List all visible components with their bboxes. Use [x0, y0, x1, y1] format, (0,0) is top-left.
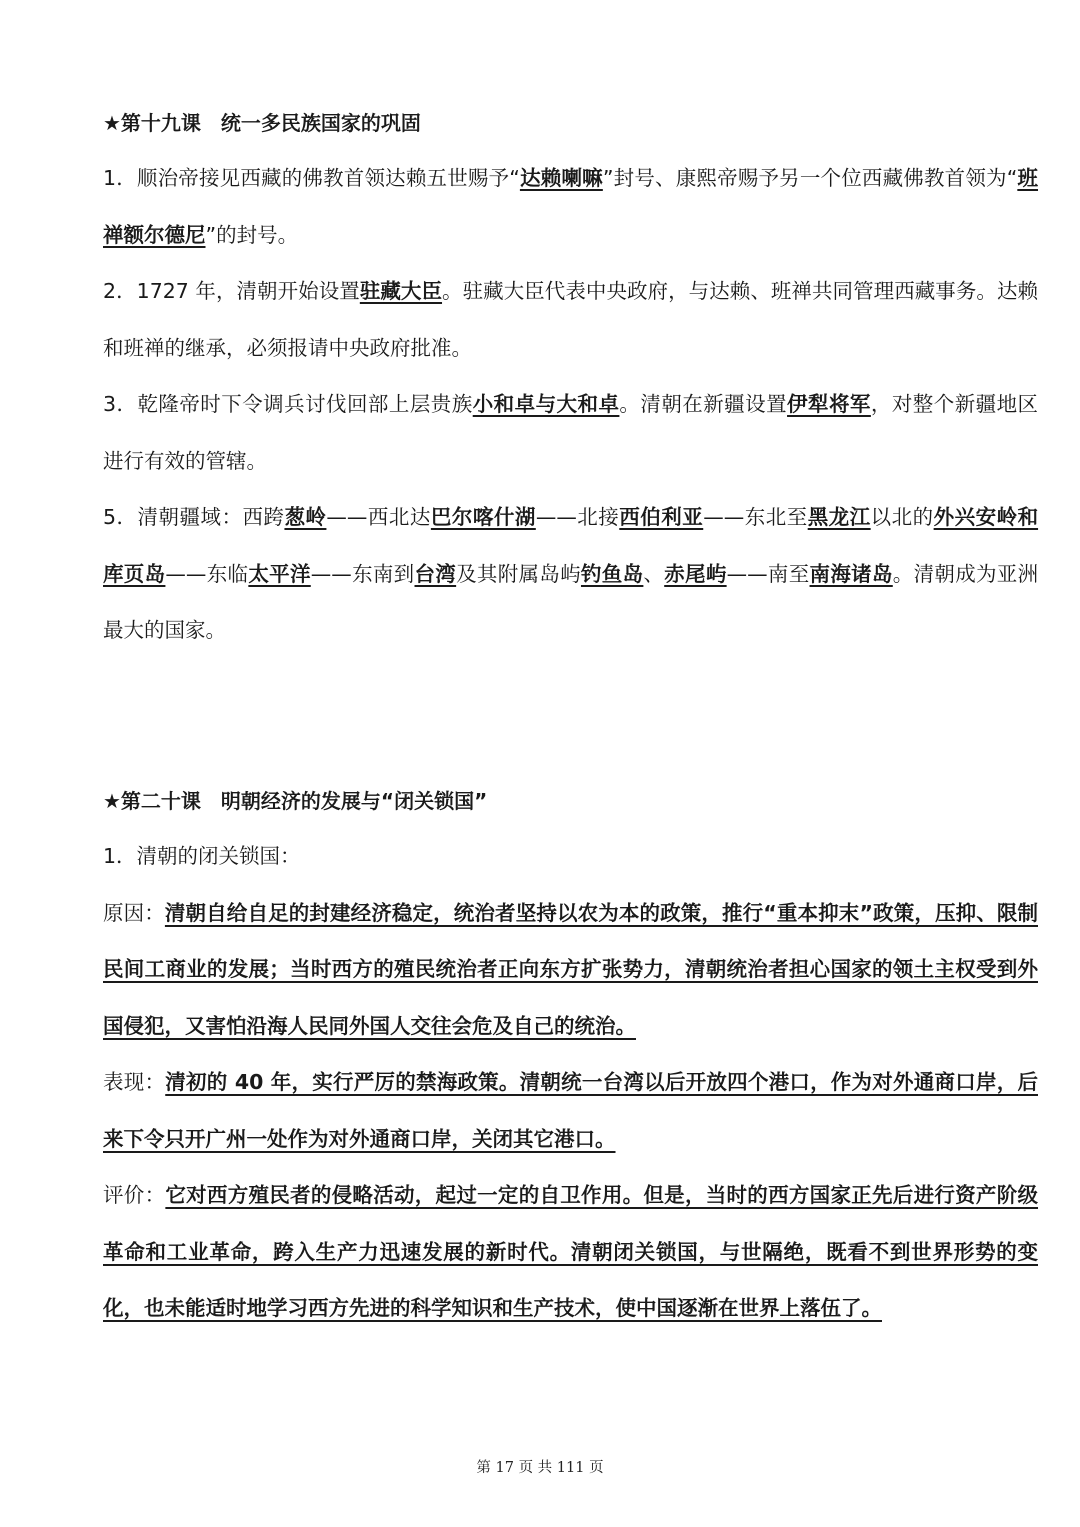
text-run: ，对整个新疆地区进行有效的管辖。	[103, 392, 1039, 473]
key-term: 巴尔喀什湖	[430, 505, 536, 529]
page-number-footer: 第 17 页 共 111 页	[476, 1460, 604, 1476]
key-term: 黑龙江	[807, 505, 871, 529]
manifestation-label: 表现：	[103, 1070, 166, 1094]
lesson-20-point-1: 1．清朝的闭关锁国：	[103, 844, 301, 868]
lesson-19-point-5	[103, 489, 1038, 659]
lesson-19-point-2	[103, 263, 1038, 376]
key-term: 外兴安岭和库页岛	[103, 505, 1039, 586]
text-run: 。驻藏大臣代表中央政府，与达赖、班禅共同管理西藏事务。达赖和班禅的继承，必须报请中央政府批准。	[103, 279, 1039, 360]
lesson-19-title: ★第十九课 统一多民族国家的巩固	[103, 111, 421, 135]
key-term: 赤尾屿	[664, 561, 727, 586]
text-run: ——东北至	[703, 505, 808, 529]
evaluation-label: 评价：	[103, 1183, 166, 1207]
cause-label: 原因：	[103, 900, 165, 925]
key-term: 西伯利亚	[619, 505, 704, 529]
evaluation-text: 它对西方殖民者的侵略活动，起过一定的自卫作用。但是，当时的西方国家正先后进行资产阶级革命和工业革命，跨入生产力迅速发展的新时代。清朝闭关锁国，与世隔绝，既看不到世界形势的变化，也未能适时地学习西方先进的科学知识和生产技术，使中国逐渐在世界上落伍了。	[103, 1183, 1039, 1320]
key-term: 台湾	[414, 561, 457, 586]
text-run: ——东临	[165, 561, 249, 586]
text-run: ——北接	[535, 505, 620, 529]
lesson-20-section	[103, 782, 1038, 1337]
lesson-20-title: ★第二十课 明朝经济的发展与“闭关锁国”	[103, 789, 488, 813]
lesson-19-point-1	[103, 150, 1038, 263]
text-run: ”封号、康熙帝赐予另一个位西藏佛教首领为“	[602, 166, 1018, 190]
text-run: ——南至	[726, 561, 810, 586]
text-run: ——西北达	[326, 505, 431, 529]
key-term: 葱岭	[284, 505, 327, 529]
text-run: 以北的	[870, 505, 934, 529]
key-term: 伊犁将军	[787, 392, 871, 416]
text-run: ——东南到	[310, 561, 415, 586]
lesson-19-point-3	[103, 376, 1038, 489]
key-term: 达赖喇嘛	[519, 166, 603, 190]
key-term: 南海诸岛	[809, 561, 893, 586]
text-run: 5．清朝疆域：西跨	[103, 505, 285, 529]
key-term: 太平洋	[248, 561, 311, 586]
key-term: 班禅额尔德尼	[103, 166, 1039, 247]
key-term: 驻藏大臣	[359, 279, 443, 303]
text-run: 3．乾隆帝时下令调兵讨伐回部上层贵族	[103, 392, 473, 416]
key-term: 钓鱼岛	[580, 561, 644, 586]
text-run: 。清朝成为亚洲最大的国家。	[103, 561, 1039, 642]
text-run: 、	[643, 561, 665, 586]
key-term: 小和卓与大和卓	[472, 392, 620, 416]
cause-paragraph	[103, 885, 1038, 1055]
manifestation-text: 清初的 40 年，实行严厉的禁海政策。清朝统一台湾以后开放四个港口，作为对外通商口岸，后来下令只开广州一处作为对外通商口岸，关闭其它港口。	[103, 1070, 1038, 1151]
manifestation-paragraph	[103, 1054, 1038, 1167]
text-run: 2．1727 年，清朝开始设置	[103, 279, 360, 303]
text-run: 1．顺治帝接见西藏的佛教首领达赖五世赐予“	[103, 166, 520, 190]
lesson-19-section	[103, 104, 1038, 659]
text-run: ”的封号。	[205, 222, 299, 247]
cause-text: 清朝自给自足的封建经济稳定，统治者坚持以农为本的政策，推行“重本抑末”政策，压抑、限制民间工商业的发展；当时西方的殖民统治者正向东方扩张势力，清朝统治者担心国家的领土主权受到外国侵犯，又害怕沿海人民同外国人交往会危及自己的统治。	[103, 900, 1038, 1038]
evaluation-paragraph	[103, 1167, 1038, 1337]
text-run: 。清朝在新疆设置	[619, 392, 788, 416]
text-run: 及其附属岛屿	[456, 561, 581, 586]
